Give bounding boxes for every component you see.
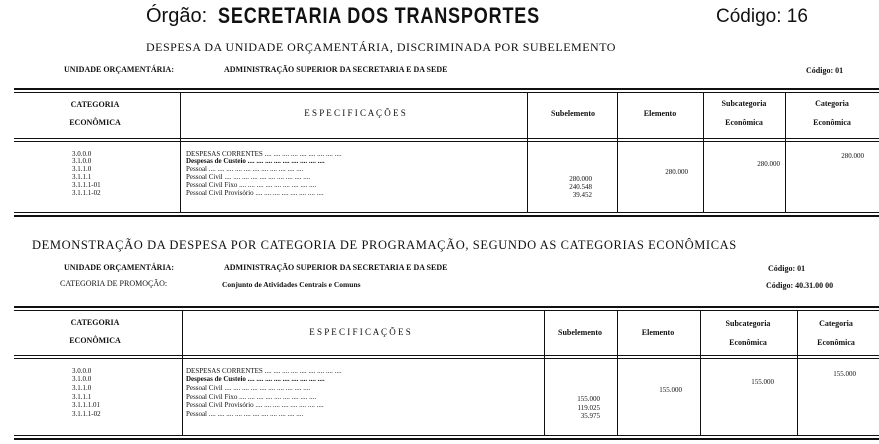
t1-col-categoria-sub: ECONÔMICA — [69, 118, 121, 127]
t1-row-cat: 280.000 — [841, 152, 864, 160]
t2-col-categoria-sub: ECONÔMICA — [69, 336, 121, 345]
orgao-name: SECRETARIA DOS TRANSPORTES — [218, 3, 541, 28]
t1-row-desc: Despesas de Custeio .... .... .... .... .... .... .... .... .... — [186, 157, 325, 165]
t1-row-desc: Pessoal Civil .... .... .... .... .... .... .... .... .... .... — [186, 173, 311, 181]
t1-col-subcategoria: Subcategoria — [721, 99, 767, 108]
t1-col-subelemento: Subelemento — [551, 109, 595, 118]
t1-col-especificacoes: E S P E C I F I C A Ç Õ E S — [304, 108, 406, 118]
t1-col-categoria-ec: Categoria — [815, 99, 849, 108]
t2-row-code: 3.1.1.1 — [72, 393, 92, 401]
t1-row-desc: DESPESAS CORRENTES .... .... .... .... .... .... .... .... .... — [186, 150, 342, 158]
t2-row-cat: 155.000 — [833, 370, 856, 378]
t1-row-desc: Pessoal Civil Fixo .... .... .... .... .... .... .... .... .... — [186, 181, 317, 189]
t2-row-code: 3.1.1.1-02 — [72, 410, 101, 418]
t2-row-subcat: 155.000 — [751, 378, 774, 386]
t1-row-code: 3.1.1.1 — [72, 173, 92, 181]
t2-col-subcategoria-sub: Econômica — [729, 338, 767, 347]
t2-row-sub: 35.975 — [580, 412, 600, 420]
table2-promocao-codigo: Código: 40.31.00 00 — [766, 281, 834, 290]
t1-row-desc: Pessoal Civil Provisório .... .... .... .... .... .... .... .... — [186, 189, 324, 197]
table1-codigo: Código: 01 — [806, 66, 844, 75]
t1-row-code: 3.1.1.1-02 — [72, 189, 101, 197]
t2-col-especificacoes: E S P E C I F I C A Ç Õ E S — [309, 327, 411, 337]
t2-col-categoria-ec-sub: Econômica — [817, 338, 855, 347]
table2-unidade-value: ADMINISTRAÇÃO SUPERIOR DA SECRETARIA E DA SEDE — [224, 263, 448, 272]
t1-row-desc: Pessoal .... .... .... .... .... .... .... .... .... .... .... — [186, 165, 304, 173]
t2-col-categoria-ec: Categoria — [819, 319, 853, 328]
t2-row-sub: 155.000 — [577, 395, 600, 403]
t1-row-code: 3.1.1.0 — [72, 165, 92, 173]
table2-unidade-label: UNIDADE ORÇAMENTÁRIA: — [64, 263, 174, 272]
table2-promocao-label: CATEGORIA DE PROMOÇÃO: — [60, 279, 168, 288]
orgao-codigo: Código: 16 — [716, 6, 808, 27]
table1-title: DESPESA DA UNIDADE ORÇAMENTÁRIA, DISCRIMINADA POR SUBELEMENTO — [146, 40, 616, 54]
t2-row-desc: Pessoal Civil Fixo .... .... .... .... .... .... .... .... .... — [186, 393, 317, 401]
t2-row-code: 3.1.0.0 — [72, 375, 92, 383]
t2-col-subcategoria: Subcategoria — [725, 319, 771, 328]
t1-row-sub: 240.548 — [569, 183, 592, 191]
t2-row-code: 3.1.1.0 — [72, 384, 92, 392]
t2-row-desc: Pessoal .... .... .... .... .... .... .... .... .... .... .... — [186, 410, 304, 418]
t2-row-code: 3.1.1.1.01 — [72, 401, 100, 409]
table1-unidade-value: ADMINISTRAÇÃO SUPERIOR DA SECRETARIA E DA SEDE — [224, 65, 448, 74]
t1-row-sub: 39.452 — [572, 191, 592, 199]
t1-row-code: 3.1.0.0 — [72, 157, 92, 165]
orgao-label: Órgão: — [146, 5, 208, 27]
t2-row-desc: DESPESAS CORRENTES .... .... .... .... .... .... .... .... .... — [186, 367, 342, 375]
t1-col-categoria: CATEGORIA — [70, 100, 120, 109]
t2-row-elem: 155.000 — [659, 386, 682, 394]
t2-row-desc: Pessoal Civil .... .... .... .... .... .... .... .... .... .... — [186, 384, 311, 392]
t2-col-elemento: Elemento — [641, 328, 675, 337]
t1-row-code: 3.0.0.0 — [72, 150, 92, 158]
table2-title: DEMONSTRAÇÃO DA DESPESA POR CATEGORIA DE PROGRAMAÇÃO, SEGUNDO AS CATEGORIAS ECONÔMICAS — [32, 238, 737, 252]
table2-codigo: Código: 01 — [768, 264, 806, 273]
t1-row-elem: 280.000 — [665, 168, 688, 176]
t2-row-desc: Despesas de Custeio .... .... .... .... .... .... .... .... .... — [186, 375, 325, 383]
table2-promocao-value: Conjunto de Atividades Centrais e Comuns — [222, 280, 361, 289]
t1-row-sub: 280.000 — [569, 175, 592, 183]
t2-row-code: 3.0.0.0 — [72, 367, 92, 375]
t1-col-subcategoria-sub: Econômica — [725, 118, 763, 127]
t1-col-categoria-ec-sub: Econômica — [813, 118, 851, 127]
t1-col-elemento: Elemento — [643, 109, 677, 118]
t2-row-desc: Pessoal Civil Provisório .... .... .... .... .... .... .... .... — [186, 401, 324, 409]
table1-unidade-label: UNIDADE ORÇAMENTÁRIA: — [64, 65, 174, 74]
t2-col-categoria: CATEGORIA — [70, 318, 120, 327]
t2-row-sub: 119.025 — [577, 404, 600, 412]
t2-col-subelemento: Subelemento — [558, 328, 602, 337]
t1-row-code: 3.1.1.1-01 — [72, 181, 101, 189]
t1-row-subcat: 280.000 — [757, 160, 780, 168]
